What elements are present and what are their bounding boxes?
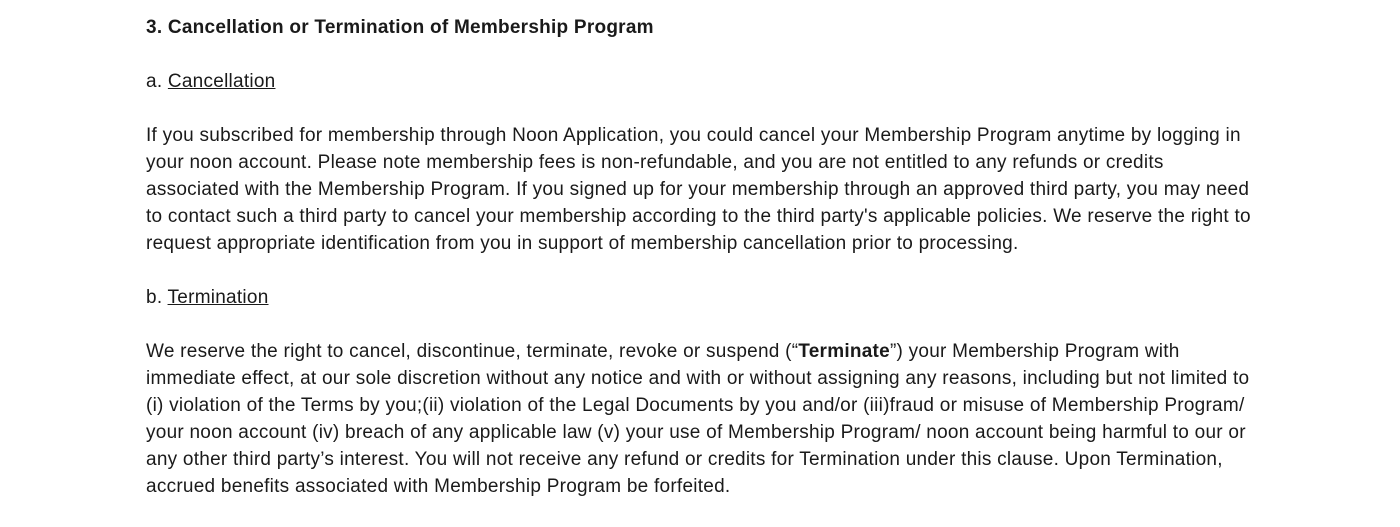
cancellation-prefix: a. [146, 71, 163, 92]
termination-text-end: ”) your Membership Program with immediate effect, at our sole discretion without any notice and with or without assigning any reasons, including but not limited to (i) violation of the Terms by you;(ii) violation of the Legal Documents by you and/or (iii)fraud or misuse of Membership Program/ your noon account (iv) breach of any applicable law (v) your use of Membership Program/ noon account being harmful to our or any other third party’s interest. You will not receive any refund or credits for Termination under this clause. Upon Termination, accrued benefits associated with Membership Program be forfeited. [146, 341, 1250, 497]
cancellation-paragraph: If you subscribed for membership through Noon Application, you could cancel your Membership Program anytime by logging in your noon account. Please note membership fees is non-refundable, and you are not entitled to any refunds or credits associated with the Membership Program. If you signed up for your membership through an approved third party, you may need to contact such a third party to cancel your membership according to the third party's applicable policies. We reserve the right to request appropriate identification from you in support of membership cancellation prior to processing. [146, 125, 1251, 254]
cancellation-title: Cancellation [167, 71, 276, 92]
termination-prefix: b. [146, 287, 163, 308]
termination-paragraph [146, 338, 1256, 500]
terms-document [146, 14, 1256, 527]
terminate-defined-term: Terminate [798, 341, 890, 362]
cancellation-subheading [146, 68, 1256, 95]
termination-text-start: We reserve the right to cancel, discontinue, terminate, revoke or suspend (“ [146, 341, 799, 362]
termination-title: Termination [167, 287, 269, 308]
termination-subheading [146, 284, 1256, 311]
section-heading: 3. Cancellation or Termination of Membership Program [146, 17, 654, 38]
